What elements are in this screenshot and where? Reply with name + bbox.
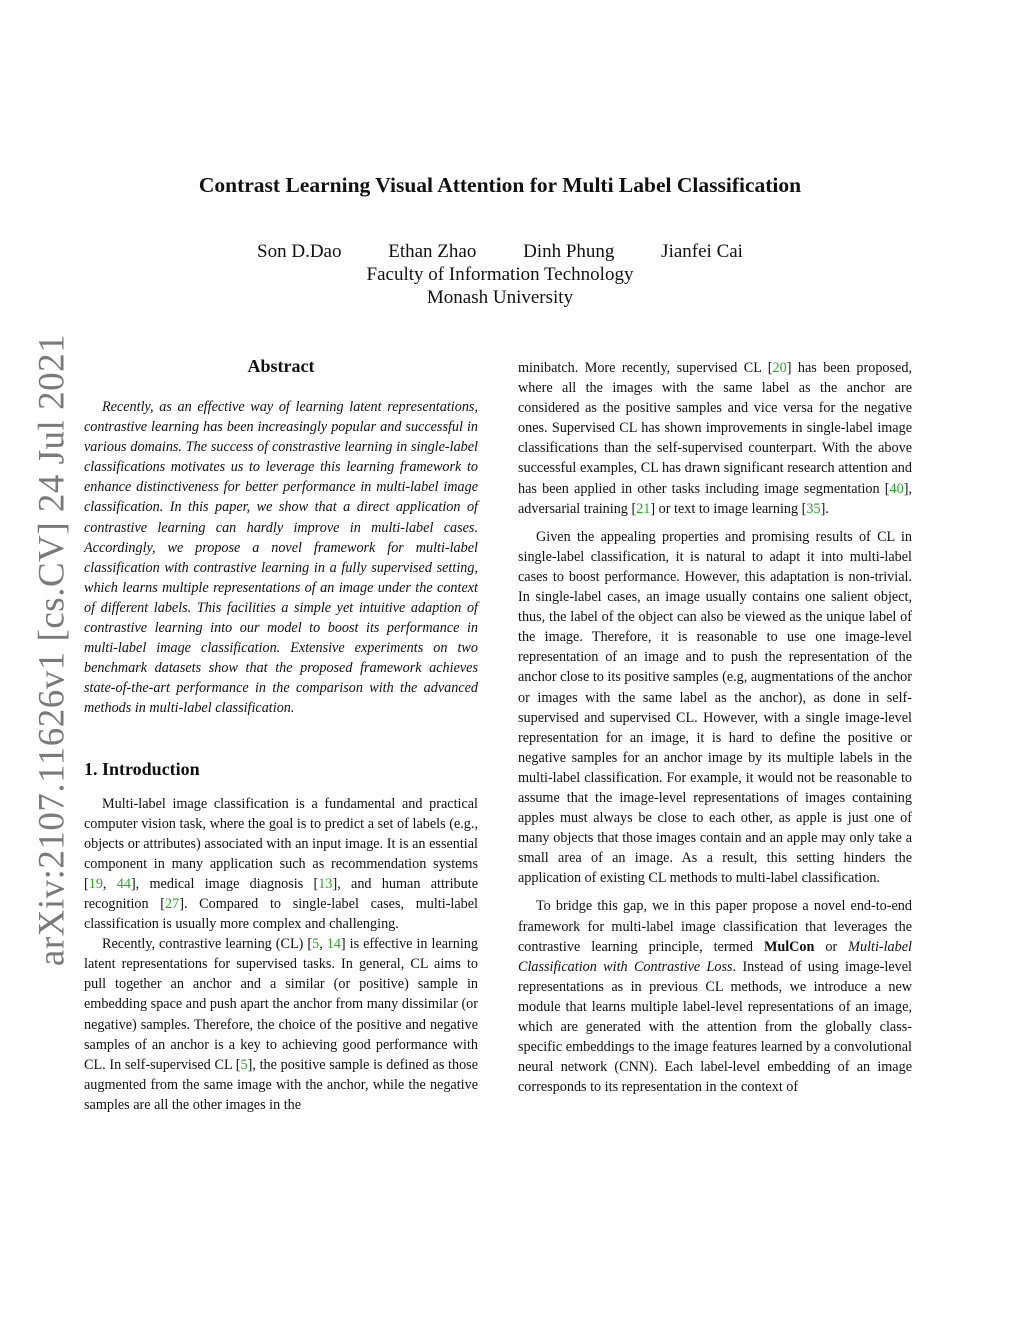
method-fullname: Multi-label Classification with Contrastive Loss: [518, 938, 912, 975]
author-name: Jianfei Cai: [661, 241, 743, 262]
citation-link[interactable]: 21: [636, 500, 651, 517]
author-list: [0, 241, 1000, 263]
left-column: [84, 356, 478, 1115]
paragraph: Given the appealing properties and promising results of CL in single-label classification, it is natural to adapt it into multi-label cases to boost performance. However, this adaptation is non-trivial. In single-label cases, an image usually contains one salient object, thus, the label of the object can also be viewed as the unique label of the image. Therefore, it is reasonable to use one image-level representation of an image and to push the representation of the anchor close to its positive samples (e.g, augmentations of the anchor or images with the same label as the anchor), as done in self-supervised and supervised CL. However, with a single image-level representation for an image, it is hard to define the positive or negative samples for an anchor image by its multiple labels in the multi-label classification. For example, it would not be reasonable to assume that the image-level representations of images containing apples must always be close to each other, as apple is just one of many objects that those images contain and an apple may only take a small area of an image. As a result, this setting hinders the application of existing CL methods to multi-label classification.: [518, 528, 912, 887]
affiliation-line: Faculty of Information Technology: [366, 264, 634, 285]
section-heading: 1. Introduction: [84, 758, 200, 779]
paragraph: Multi-label image classification is a fundamental and practical computer vision task, where the goal is to predict a set of labels (e.g., objects or attributes) associated with an input image. It is an essential component in many application such as recommendation systems [19, 44], medical image diagnosis [13], and human attribute recognition [27]. Compared to single-label cases, multi-label classification is usually more complex and challenging.: [84, 795, 478, 933]
right-column: [518, 358, 912, 1097]
citation-link[interactable]: 19: [88, 875, 103, 892]
author-name: Dinh Phung: [523, 241, 615, 262]
paragraph: minibatch. More recently, supervised CL [20] has been proposed, where all the images with the same label as the anchor are considered as the positive samples and vice versa for the negative ones. Supervised CL has shown improvements in single-label image classifications than the self-supervised counterpart. With the above successful examples, CL has drawn significant research attention and has been applied in other tasks including image segmentation [40], adversarial training [21] or text to image learning [35].: [518, 360, 912, 517]
abstract-text: Recently, as an effective way of learning latent representations, contrastive learning has been increasingly popular and successful in various domains. The success of constrastive learning in single-label classifications motivates us to leverage this learning framework to enhance distinctiveness for better performance in multi-label image classification. In this paper, we show that a direct application of contrastive learning can hardly improve in multi-label cases. Accordingly, we propose a novel framework for multi-label classification with contrastive learning in a fully supervised setting, which learns multiple representations of an image under the context of different labels. This facilities a simple yet intuitive adaption of contrastive learning into our model to boost its performance in multi-label image classification. Extensive experiments on two benchmark datasets show that the proposed framework achieves state-of-the-art performance in the comparison with the advanced methods in multi-label classification.: [84, 399, 478, 717]
citation-link[interactable]: 40: [889, 480, 904, 497]
paper-title: Contrast Learning Visual Attention for Multi Label Classification: [198, 173, 802, 197]
abstract-heading: Abstract: [247, 356, 315, 376]
citation-link[interactable]: 44: [116, 875, 131, 892]
citation-link[interactable]: 27: [165, 895, 180, 912]
citation-link[interactable]: 35: [806, 500, 821, 517]
citation-link[interactable]: 5: [312, 936, 320, 953]
paragraph: To bridge this gap, we in this paper propose a novel end-to-end framework for multi-label image classification that leverages the contrastive learning principle, termed MulCon or Multi-label Classification with Contrastive Loss. Instead of using image-level representations as in previous CL methods, we introduce a new module that learns multiple label-level representations of an image, which are generated with the attention from the globally class-specific embeddings to the image features learned by a convolutional neural network (CNN). Each label-level embedding of an image corresponds to its representation in the context of: [518, 898, 912, 1096]
method-name: MulCon: [763, 938, 815, 955]
affiliation-line: Monash University: [426, 287, 574, 308]
author-name: Son D.Dao: [257, 241, 342, 262]
citation-link[interactable]: 13: [318, 875, 333, 892]
citation-link[interactable]: 20: [772, 360, 787, 376]
citation-link[interactable]: 14: [326, 936, 341, 953]
author-name: Ethan Zhao: [388, 241, 477, 262]
citation-link[interactable]: 5: [240, 1056, 248, 1073]
paragraph: Recently, contrastive learning (CL) [5, 14] is effective in learning latent representations for supervised tasks. In general, CL aims to pull together an anchor and a similar (or positive) sample in embedding space and push apart the anchor from many dissimilar (or negative) samples. Therefore, the choice of the positive and negative samples of an anchor is a key to achieving good performance with CL. In self-supervised CL [5], the positive sample is defined as those augmented from the same image with the anchor, while the negative samples are all the other images in the: [84, 936, 478, 1113]
arxiv-identifier: arXiv:2107.11626v1 [cs.CV] 24 Jul 2021: [31, 333, 73, 967]
